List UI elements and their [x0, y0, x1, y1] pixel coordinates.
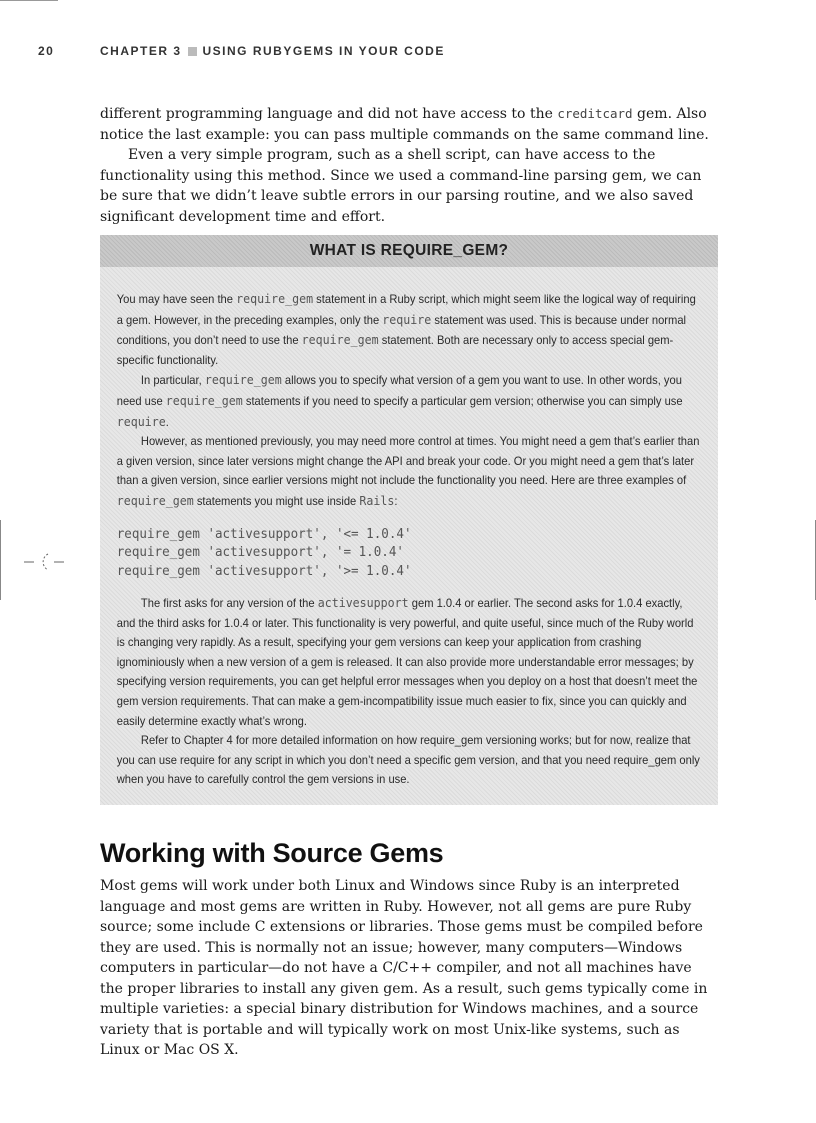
sidebar-paragraph-2: In particular, require_gem allows you to specify what version of a gem you want to use. In other words, you need use require_gem statements if you need to specify a particular gem version; otherwise you can simply use require.	[116, 372, 683, 429]
header-square-icon	[188, 47, 197, 56]
code-line: require_gem 'activesupport', '<= 1.0.4'	[116, 525, 412, 542]
sidebar-title: WHAT IS REQUIRE_GEM?	[100, 235, 718, 267]
intro-paragraph-1: different programming language and did not have access to the creditcard gem. Also notice the last example: you can pass multiple commands on the same command line.	[100, 106, 709, 143]
code-line: require_gem 'activesupport', '>= 1.0.4'	[116, 562, 412, 579]
sidebar-paragraph-5: Refer to Chapter 4 for more detailed information on how require_gem versioning works; but for now, realize that you can use require for any script in which you don’t need a specific gem version, and that you need require_gem only when you have to carefully control the gem versions in use.	[116, 733, 700, 787]
intro-paragraph-2: Even a very simple program, such as a shell script, can have access to the functionality using this method. Since we used a command-line parsing gem, we can be sure that we didn’t leave subtle errors in our parsing routine, and we also saved significant development time and effort.	[100, 147, 702, 225]
sidebar-paragraph-3: However, as mentioned previously, you may need more control at times. You might need a gem that’s earlier than a given version, since later versions might change the API and break your code. Or you might need a gem that’s later than a given version, since earlier versions might not include the functionality you need. Here are three examples of require_gem statements you might use inside Rails:	[116, 434, 700, 508]
sidebar-box	[100, 235, 718, 805]
crop-mark-icon	[22, 550, 66, 570]
chapter-title: USING RUBYGEMS IN YOUR CODE	[202, 44, 445, 58]
section-heading: Working with Source Gems	[100, 838, 444, 868]
section-text	[100, 876, 718, 1061]
page-number: 20	[38, 44, 55, 58]
intro-text	[100, 104, 718, 227]
sidebar-paragraph-1: You may have seen the require_gem statement in a Ruby script, which might seem like the logical way of requiring a gem. However, in the preceding examples, only the require statement was used. This is because under normal conditions, you don’t need to use the require_gem statement. Both are necessary only to access special gem-specific functionality.	[116, 291, 696, 367]
code-line: require_gem 'activesupport', '= 1.0.4'	[116, 544, 404, 561]
chapter-label: CHAPTER 3	[100, 44, 182, 58]
sidebar-body	[100, 267, 718, 790]
section-paragraph-1: Most gems will work under both Linux and Windows since Ruby is an interpreted language and most gems are written in Ruby. However, not all gems are pure Ruby source; some include C extensions or libraries. Those gems must be compiled before they are used. This is normally not an issue; however, many computers—Windows computers in particular—do not have a C/C++ compiler, and not all machines have the proper libraries to install any given gem. As a result, such gems typically come in multiple varieties: a special binary distribution for Windows machines, and a source variety that is portable and will typically work on most Unix-like systems, such as Linux or Mac OS X.	[100, 878, 708, 1058]
left-margin-tick	[0, 520, 1, 600]
sidebar-paragraph-4: The first asks for any version of the activesupport gem 1.0.4 or earlier. The second asks for 1.0.4 exactly, and the third asks for 1.0.4 or later. This functionality is very powerful, and quite useful, since much of the Ruby world is changing very rapidly. As a result, specifying your gem versions can keep your application from crashing ignominiously when a new version of a gem is released. It can also provide more understandable error messages; by specifying version requirements, you can get helpful error messages when you deploy on a host that doesn’t meet the gem version requirements. That can make a gem-incompatibility issue much easier to fix, since you can quickly and easily determine exactly what’s wrong.	[116, 595, 698, 728]
code-block	[117, 525, 701, 581]
running-header	[38, 44, 445, 58]
top-crop-rule	[0, 0, 58, 1]
